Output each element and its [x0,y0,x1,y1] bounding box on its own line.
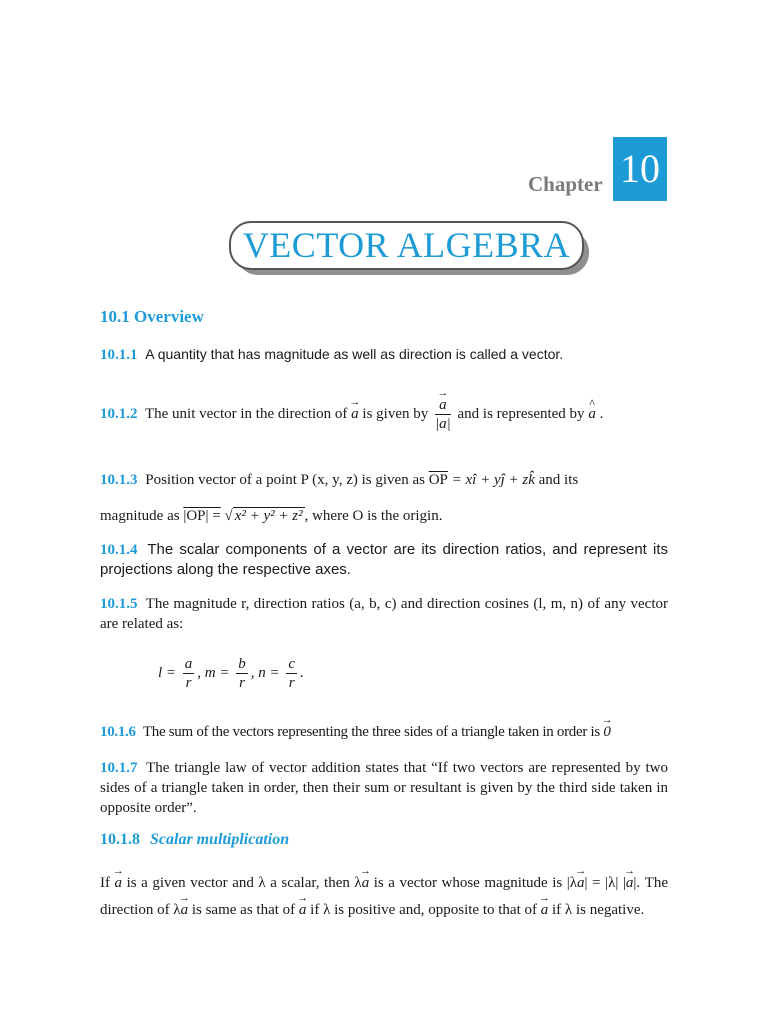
numerator-a: a [184,656,193,672]
item-text: and is represented by [457,405,585,422]
vector-a: → a [181,897,189,924]
position-vector-expression: = xî + yĵ + zk̂ [447,472,535,488]
text: λ is negative. [564,902,645,918]
item-number: 10.1.3 [100,472,138,488]
sqrt-sign: √ [224,508,233,524]
item-text: is given by [362,405,429,422]
magnitude-lhs: |OP| = [183,508,221,524]
text: | = |λ| [584,875,619,891]
formula-l: l = [158,664,177,681]
item-number: 10.1.1 [100,347,138,363]
item-number: 10.1.5 [100,596,138,612]
item-text: The unit vector in the direction of [144,405,348,422]
numerator-c: c [288,656,296,672]
paragraph-10-1-1 [100,344,668,365]
abs-a: |a| [435,416,451,432]
item-title: Scalar multiplication [150,831,290,848]
item-text: . [599,405,604,422]
vector-a: → a [115,870,123,897]
formula-m: , m = [197,664,230,681]
item-number: 10.1.4 [100,542,138,558]
item-text: The scalar components of a vector are its direction ratios, and represent its projections along the respective axes. [100,541,668,578]
item-text: A quantity that has magnitude as well as direction is called a vector. [145,346,564,362]
numerator-b: b [238,656,246,672]
vector-a: → a [362,870,370,897]
text: |. The direction of λ [100,875,669,918]
paragraph-10-1-2 [100,396,668,433]
item-text: , where O is the origin. [304,508,443,524]
vector-a: → a [626,870,634,897]
item-number: 10.1.2 [100,405,138,422]
chapter-title: VECTOR ALGEBRA [229,221,584,270]
text: is a given vector and λ a scalar, then λ [126,875,362,891]
unit-vector-a-hat: ^ a [588,404,596,424]
item-text: Position vector of a point P (x, y, z) is given as [145,472,425,488]
section-heading: 10.1 Overview [100,307,204,326]
text: is same as that of [191,902,296,918]
formula-dot: . [300,664,304,681]
paragraph-10-1-5 [100,594,668,634]
item-text: and its [538,472,579,488]
item-text: The triangle law of vector addition states that “If two vectors are represented by two sides of a triangle taken in order, then their sum or resultant is given by the third side taken in opposite order”. [100,760,668,816]
text: If [100,875,110,891]
scalar-multiplication-paragraph: If → a is a given vector and λ a scalar, then λ→ a is a vector whose magnitude is |λ→ a| = |λ| |→ a|. The direction of λ→ a is same as that of → a if λ is positive and, opposite to that of → a if λ is negative. [100,870,668,924]
item-number: 10.1.6 [100,724,136,740]
vector-a: → a [541,897,549,924]
vector-a: → a [577,870,585,897]
vector-a: → a [299,897,307,924]
zero-vector: → 0 [603,722,610,742]
vector-a: → a [439,396,447,414]
text: if λ is positive and, opposite to that of [310,902,537,918]
subsection-heading [100,831,289,849]
text: if [552,902,562,918]
position-vector-op: $\overline{OP}$ [428,472,448,488]
item-text: The magnitude r, direction ratios (a, b, c) and direction cosines (l, m, n) of any vector are related as: [100,596,668,632]
paragraph-10-1-6 [100,722,668,742]
unit-vector-fraction [435,396,451,433]
item-text: The sum of the vectors representing the three sides of a triangle taken in order is [142,724,600,740]
magnitude-rhs: x² + y² + z² [234,508,303,524]
item-text: magnitude as [100,508,180,524]
formula-n: , n = [250,664,280,681]
denominator-r: r [239,675,245,691]
text: is a vector whose magnitude is |λ [373,875,578,891]
chapter-number-box: 10 [613,137,667,201]
chapter-label: Chapter [528,172,603,196]
denominator-r: r [288,675,295,691]
direction-cosines-formula [158,655,358,692]
item-number: 10.1.7 [100,760,138,776]
paragraph-10-1-3 [100,462,668,534]
paragraph-10-1-7 [100,758,668,818]
vector-a: → a [351,404,359,424]
denominator-r: r [185,675,192,691]
paragraph-10-1-4 [100,540,668,580]
item-number: 10.1.8 [100,831,140,848]
